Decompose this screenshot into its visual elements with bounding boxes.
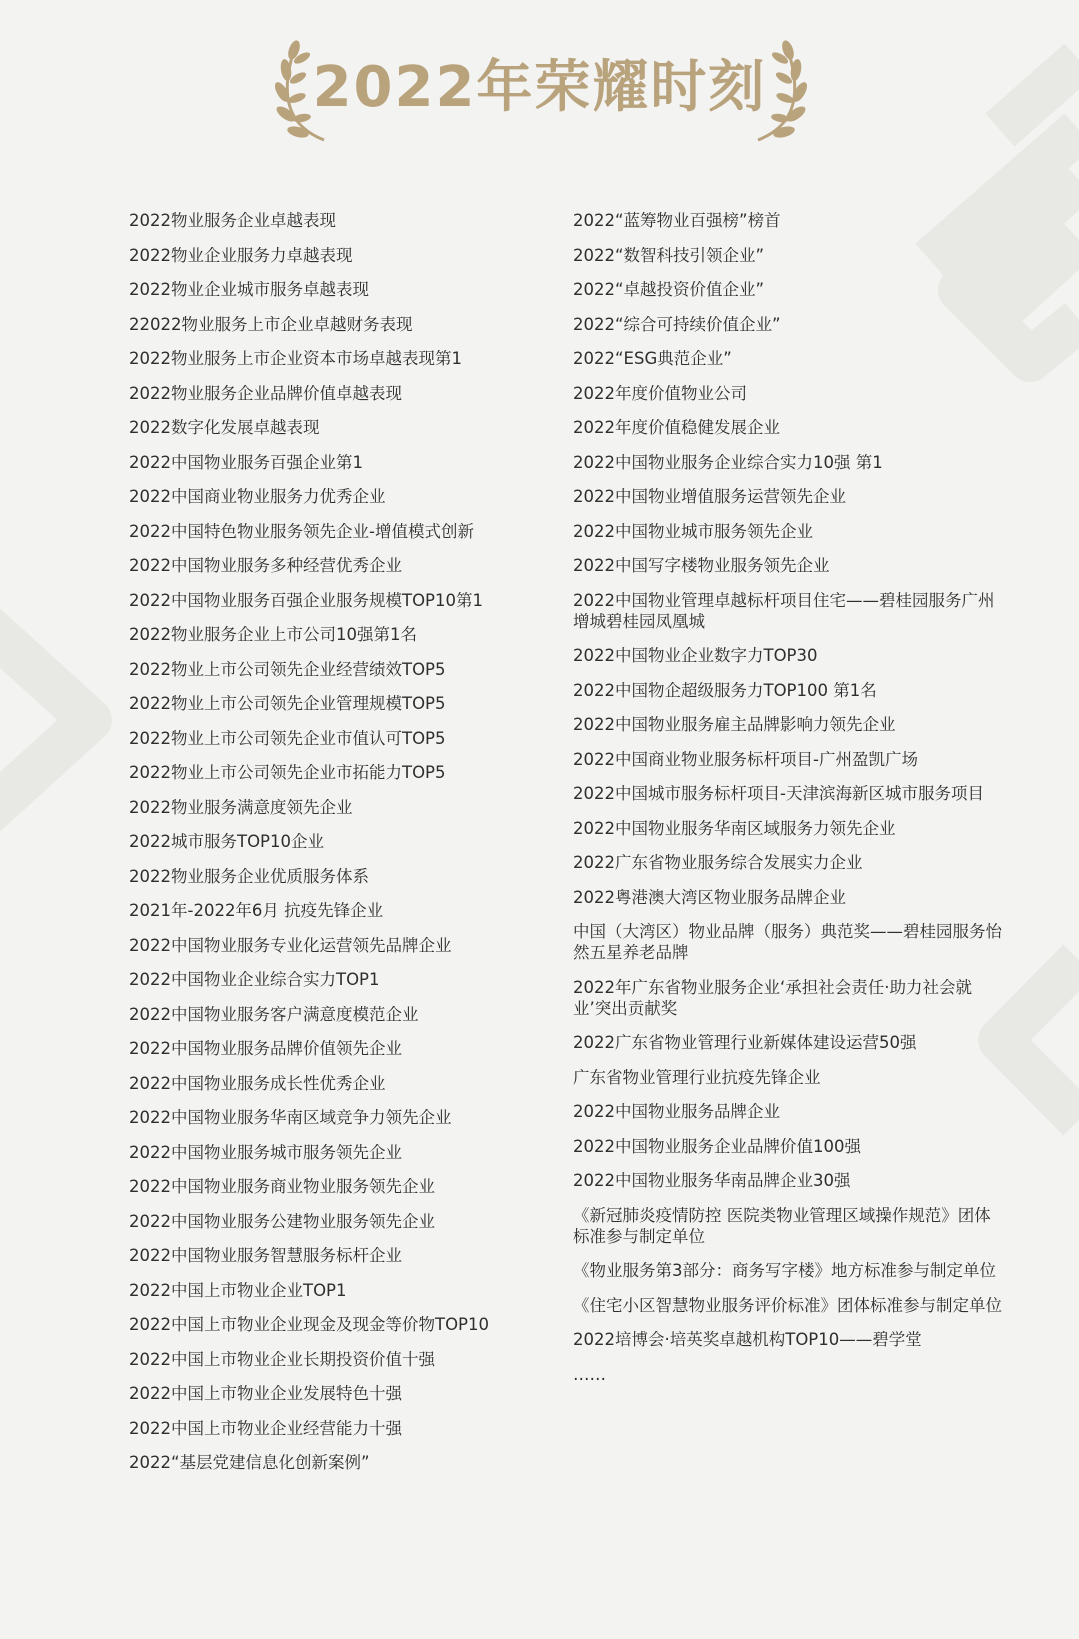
award-item: 2022中国物业服务专业化运营领先品牌企业 [129, 935, 452, 955]
award-item: 2022物业服务企业上市公司10强第1名 [129, 625, 417, 644]
award-item: 2022培博会·培英奖卓越机构TOP10——碧学堂 [573, 1330, 922, 1349]
award-item: 2022中国城市服务标杆项目-天津滨海新区城市服务项目 [573, 784, 984, 803]
award-item: 《住宅小区智慧物业服务评价标准》团体标准参与制定单位 [573, 1295, 1002, 1315]
award-item: 2022中国物业服务雇主品牌影响力领先企业 [573, 715, 896, 734]
awards-list-left [129, 210, 539, 1487]
award-item: 2022中国物业服务百强企业第1 [129, 452, 363, 472]
award-item: 2022中国物业服务城市服务领先企业 [129, 1142, 402, 1162]
page-title: 2022年荣耀时刻 [312, 55, 767, 120]
award-item: 2022年度价值物业公司 [573, 383, 747, 403]
award-item: 2022物业企业城市服务卓越表现 [129, 280, 369, 299]
award-item: 2022中国物业服务多种经营优秀企业 [129, 556, 402, 575]
award-item: 2022中国物业服务百强企业服务规模TOP10第1 [129, 590, 484, 610]
award-item: 2022中国上市物业企业发展特色十强 [129, 1384, 402, 1403]
award-item: 2022物业服务企业卓越表现 [129, 211, 336, 230]
award-item: 2022中国特色物业服务领先企业-增值模式创新 [129, 521, 474, 541]
award-item: 2022中国写字楼物业服务领先企业 [573, 556, 830, 575]
award-item: 2022物业上市公司领先企业市值认可TOP5 [129, 728, 446, 748]
award-item: 2022中国物业服务华南区域竞争力领先企业 [129, 1108, 452, 1127]
award-item: 2022中国物企超级服务力TOP100 第1名 [573, 680, 877, 700]
award-item: 2022年度价值稳健发展企业 [573, 418, 780, 437]
award-item: 2022中国物业企业综合实力TOP1 [129, 970, 380, 989]
award-item: 2022物业服务上市企业资本市场卓越表现第1 [129, 349, 462, 368]
award-item: 2022城市服务TOP10企业 [129, 832, 325, 851]
award-item: 2022“ESG典范企业” [573, 349, 732, 368]
award-item: 2022中国上市物业企业长期投资价值十强 [129, 1349, 435, 1369]
award-item: 2022粤港澳大湾区物业服务品牌企业 [573, 887, 846, 907]
award-item: 2022中国物业服务品牌价值领先企业 [129, 1039, 402, 1058]
award-item: 2022中国物业服务品牌企业 [573, 1102, 780, 1121]
award-item: 2022年广东省物业服务企业‘承担社会责任·助力社会就业’突出贡献奖 [573, 977, 972, 1018]
award-item: 2022中国物业服务成长性优秀企业 [129, 1073, 386, 1093]
award-item: 2022中国商业物业服务标杆项目-广州盈凯广场 [573, 749, 918, 769]
award-item: 2022中国物业服务智慧服务标杆企业 [129, 1246, 402, 1265]
award-item: 2022中国上市物业企业TOP1 [129, 1280, 347, 1300]
award-item: 2022“卓越投资价值企业” [573, 280, 765, 299]
award-item: 2022“基层党建信息化创新案例” [129, 1453, 370, 1472]
award-item: 2022中国物业服务企业综合实力10强 第1 [573, 452, 883, 472]
award-item: 2022中国物业服务公建物业服务领先企业 [129, 1211, 435, 1231]
award-item: 2022数字化发展卓越表现 [129, 418, 320, 437]
awards-list-right [573, 210, 1003, 1398]
award-item: 2022中国物业管理卓越标杆项目住宅——碧桂园服务广州增城碧桂园凤凰城 [573, 590, 995, 631]
award-item: 2022中国物业增值服务运营领先企业 [573, 487, 846, 506]
award-item: 2022广东省物业服务综合发展实力企业 [573, 853, 863, 872]
award-item: 22022物业服务上市企业卓越财务表现 [129, 314, 413, 334]
award-item: 《物业服务第3部分：商务写字楼》地方标准参与制定单位 [573, 1261, 996, 1280]
award-item: 广东省物业管理行业抗疫先锋企业 [573, 1067, 821, 1087]
award-item: 2022中国物业服务商业物业服务领先企业 [129, 1177, 435, 1196]
award-item: 2022中国商业物业服务力优秀企业 [129, 487, 386, 506]
award-item: …… [573, 1364, 606, 1384]
award-item: 2022中国物业城市服务领先企业 [573, 521, 813, 541]
award-item: 2022物业上市公司领先企业管理规模TOP5 [129, 694, 446, 713]
award-item: 2022中国物业服务客户满意度模范企业 [129, 1004, 419, 1024]
award-item: 中国（大湾区）物业品牌（服务）典范奖——碧桂园服务怡然五星养老品牌 [573, 922, 1002, 962]
award-item: 2022中国物业企业数字力TOP30 [573, 646, 818, 665]
award-item: 2022中国物业服务企业品牌价值100强 [573, 1136, 861, 1156]
award-item: 2022中国上市物业企业现金及现金等价物TOP10 [129, 1315, 490, 1334]
award-item: 2022中国上市物业企业经营能力十强 [129, 1418, 402, 1438]
award-item: 2022中国物业服务华南品牌企业30强 [573, 1171, 851, 1190]
award-item: 2022“蓝筹物业百强榜”榜首 [573, 211, 781, 230]
award-item: 2022物业上市公司领先企业经营绩效TOP5 [129, 659, 446, 679]
award-item: 2021年-2022年6月 抗疫先锋企业 [129, 901, 384, 920]
award-item: 2022广东省物业管理行业新媒体建设运营50强 [573, 1033, 917, 1052]
award-item: 《新冠肺炎疫情防控 医院类物业管理区域操作规范》团体标准参与制定单位 [573, 1205, 991, 1246]
award-item: 2022“综合可持续价值企业” [573, 314, 781, 334]
award-item: 2022物业服务企业品牌价值卓越表现 [129, 383, 402, 403]
award-item: 2022中国物业服务华南区域服务力领先企业 [573, 818, 896, 838]
award-item: 2022物业上市公司领先企业市拓能力TOP5 [129, 763, 446, 782]
award-item: 2022物业服务满意度领先企业 [129, 797, 353, 817]
award-item: 2022物业服务企业优质服务体系 [129, 866, 369, 886]
award-item: 2022物业企业服务力卓越表现 [129, 245, 353, 265]
award-item: 2022“数智科技引领企业” [573, 245, 765, 265]
